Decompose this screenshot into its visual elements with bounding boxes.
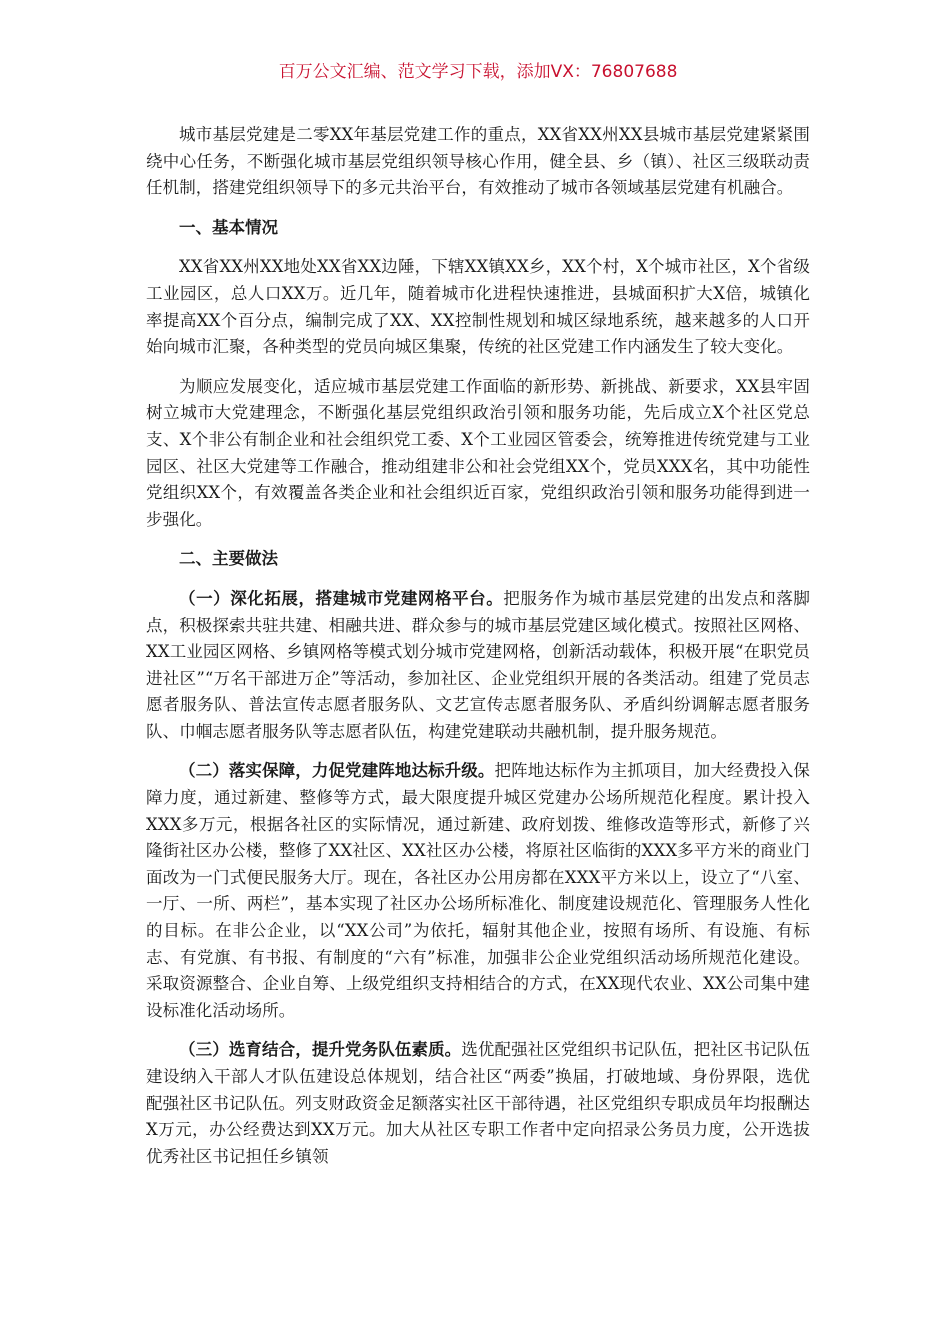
section-heading-basic-situation: 一、基本情况 bbox=[179, 217, 278, 237]
section-heading-main-practices: 二、主要做法 bbox=[179, 549, 278, 569]
practice-text-2: 把阵地达标作为主抓项目，加大经费投入保障力度，通过新建、整修等方式，最大限度提升城区党建办公场所规范化程度。累计投入XXX多万元，根据各社区的实际情况，通过新建、政府划拨、维修改造等形式，新修了兴隆街社区办公楼，整修了XX社区、XX社区办公楼，将原社区临街的XXX多平方米的商业门面改为一门式便民服务大厅。现在，各社区办公用房都在XXX平方米以上，设立了“八室、一厅、一所、两栏”，基本实现了社区办公场所标准化、制度建设规范化、管理服务人性化的目标。在非公企业，以“XX公司”为依托，辐射其他企业，按照有场所、有设施、有标志、有党旗、有书报、有制度的“六有”标准，加强非公企业党组织活动场所规范化建设。采取资源整合、企业自筹、上级党组织支持相结合的方式，在XX现代农业、XX公司集中建设标准化活动场所。 bbox=[146, 761, 810, 1020]
basic-situation-paragraph-2: 为顺应发展变化，适应城市基层党建工作面临的新形势、新挑战、新要求，XX县牢固树立城市大党建理念，不断强化基层党组织政治引领和服务功能，先后成立X个社区党总支、X个非公有制企业和社会组织党工委、X个工业园区管委会，统筹推进传统党建与工业园区、社区大党建等工作融合，推动组建非公和社会党组XX个，党员XXX名，其中功能性党组织XX个，有效覆盖各类企业和社会组织近百家，党组织政治引领和服务功能得到进一步强化。 bbox=[146, 376, 810, 529]
practice-text-1: 把服务作为城市基层党建的出发点和落脚点，积极探索共驻共建、相融共进、群众参与的城市基层党建区域化模式。按照社区网格、XX工业园区网格、乡镇网格等模式划分城市党建网格，创新活动载体，积极开展“在职党员进社区”“万名干部进万企”等活动，参加社区、企业党组织开展的各类活动。组建了党员志愿者服务队、普法宣传志愿者服务队、文艺宣传志愿者服务队、矛盾纠纷调解志愿者服务队、巾帼志愿者服务队等志愿者队伍，构建党建联动共融机制，提升服务规范。 bbox=[146, 588, 810, 741]
intro-paragraph: 城市基层党建是二零XX年基层党建工作的重点，XX省XX州XX县城市基层党建紧紧围绕中心任务，不断强化城市基层党组织领导核心作用，健全县、乡（镇）、社区三级联动责任机制，搭建党组织领导下的多元共治平台，有效推动了城市各领域基层党建有机融合。 bbox=[146, 125, 810, 198]
promo-banner: 百万公文汇编、范文学习下载，添加VX：76807688 bbox=[278, 62, 678, 82]
practice-lead-2: （二）落实保障，力促党建阵地达标升级。 bbox=[179, 761, 495, 781]
practice-text-3: 选优配强社区党组织书记队伍，把社区书记队伍建设纳入干部人才队伍建设总体规划，结合社区“两委”换届，打破地域、身份界限，选优配强社区书记队伍。列支财政资金足额落实社区干部待遇，社区党组织专职成员年均报酬达X万元，办公经费达到XX万元。加大从社区专职工作者中定向招录公务员力度，公开选拔优秀社区书记担任乡镇领 bbox=[146, 1040, 810, 1166]
basic-situation-paragraph-1: XX省XX州XX地处XX省XX边陲，下辖XX镇XX乡，XX个村，X个城市社区，X个省级工业园区，总人口XX万。近几年，随着城市化进程快速推进，县城面积扩大X倍，城镇化率提高XX个百分点，编制完成了XX、XX控制性规划和城区绿地系统，越来越多的人口开始向城市汇聚，各种类型的党员向城区集聚，传统的社区党建工作内涵发生了较大变化。 bbox=[146, 257, 810, 357]
document-page bbox=[146, 60, 810, 1183]
practice-paragraph-2 bbox=[146, 758, 810, 1024]
practice-lead-1: （一）深化拓展，搭建城市党建网格平台。 bbox=[179, 588, 504, 608]
practice-paragraph-1 bbox=[146, 586, 810, 746]
practice-paragraph-3 bbox=[146, 1037, 810, 1170]
practice-lead-3: （三）选育结合，提升党务队伍素质。 bbox=[179, 1040, 462, 1060]
